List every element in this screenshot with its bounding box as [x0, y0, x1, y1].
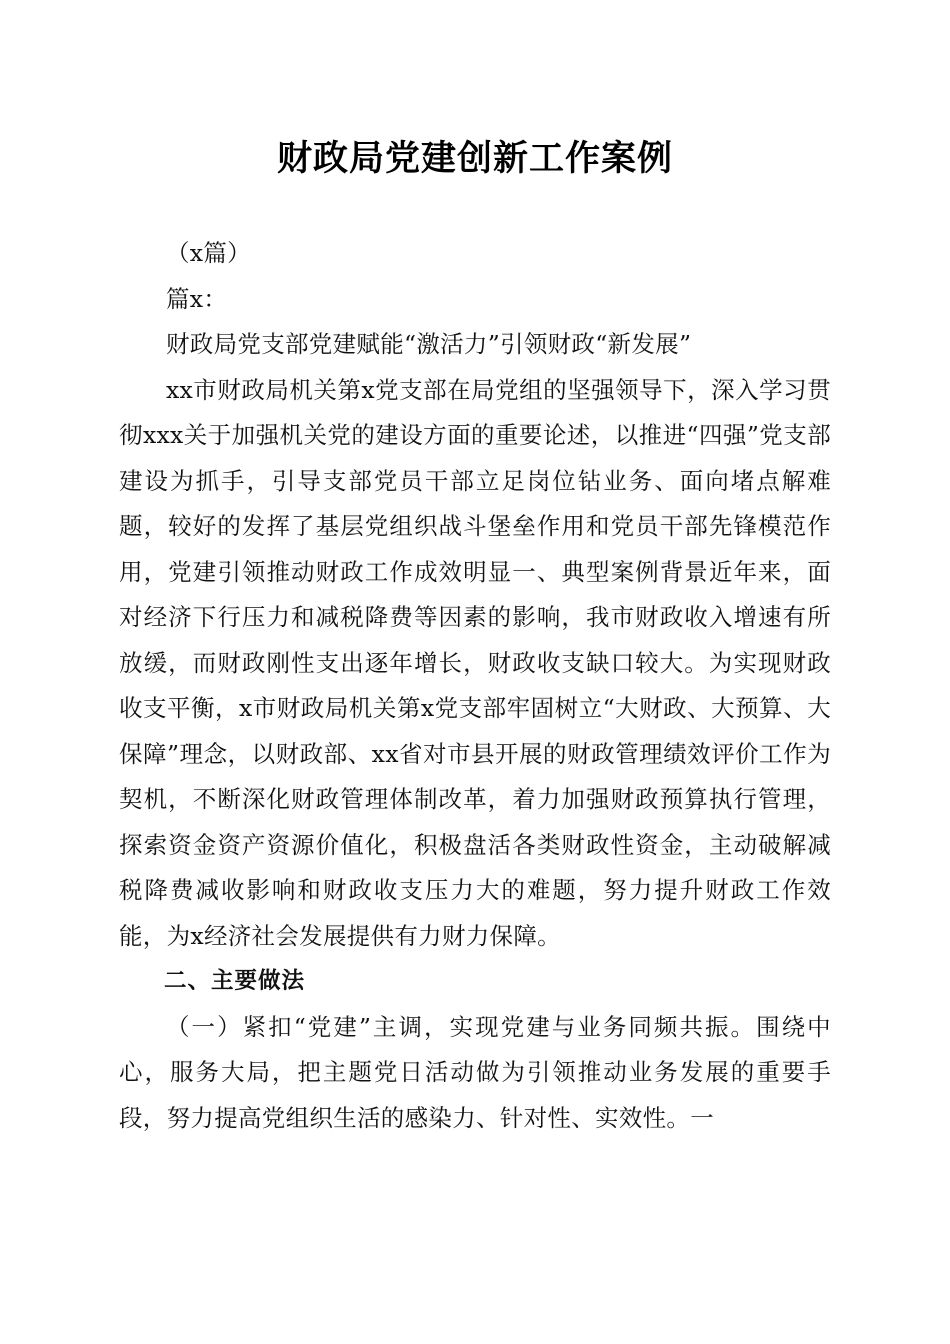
main-practices-heading: 二、主要做法: [164, 968, 306, 994]
practice-paragraph: （一）紧扣“党建”主调，实现党建与业务同频共振。围绕中心，服务大局，把主题党日活动做为引领推动业务发展的重要手段，努力提高党组织生活的感染力、针对性、实效性。一: [119, 1012, 831, 1132]
background-paragraph: xx市财政局机关第x党支部在局党组的坚强领导下，深入学习贯彻xxx关于加强机关党的建设方面的重要论述，以推进“四强”党支部建设为抓手，引导支部党员干部立足岗位钻业务、面向堵点解难题，较好的发挥了基层党组织战斗堡垒作用和党员干部先锋模范作用，党建引领推动财政工作成效明显一、典型案例背景近年来，面对经济下行压力和减税降费等因素的影响，我市财政收入增速有所放缓，而财政刚性支出逐年增长，财政收支缺口较大。为实现财政收支平衡，x市财政局机关第x党支部牢固树立“大财政、大预算、大保障”理念，以财政部、xx省对市县开展的财政管理绩效评价工作为契机，不断深化财政管理体制改革，着力加强财政预算执行管理，探索资金资产资源价值化，积极盘活各类财政性资金，主动破解减税降费减收影响和财政收支压力大的难题，努力提升财政工作效能，为x经济社会发展提供有力财力保障。: [119, 375, 831, 950]
case-subtitle: 财政局党支部党建赋能“激活力”引领财政“新发展”: [166, 330, 692, 358]
document-body: [119, 231, 831, 1141]
document-count-note: （x篇）: [166, 239, 251, 267]
section-label: 篇x：: [166, 284, 228, 313]
document-title: 财政局党建创新工作案例: [276, 138, 673, 179]
